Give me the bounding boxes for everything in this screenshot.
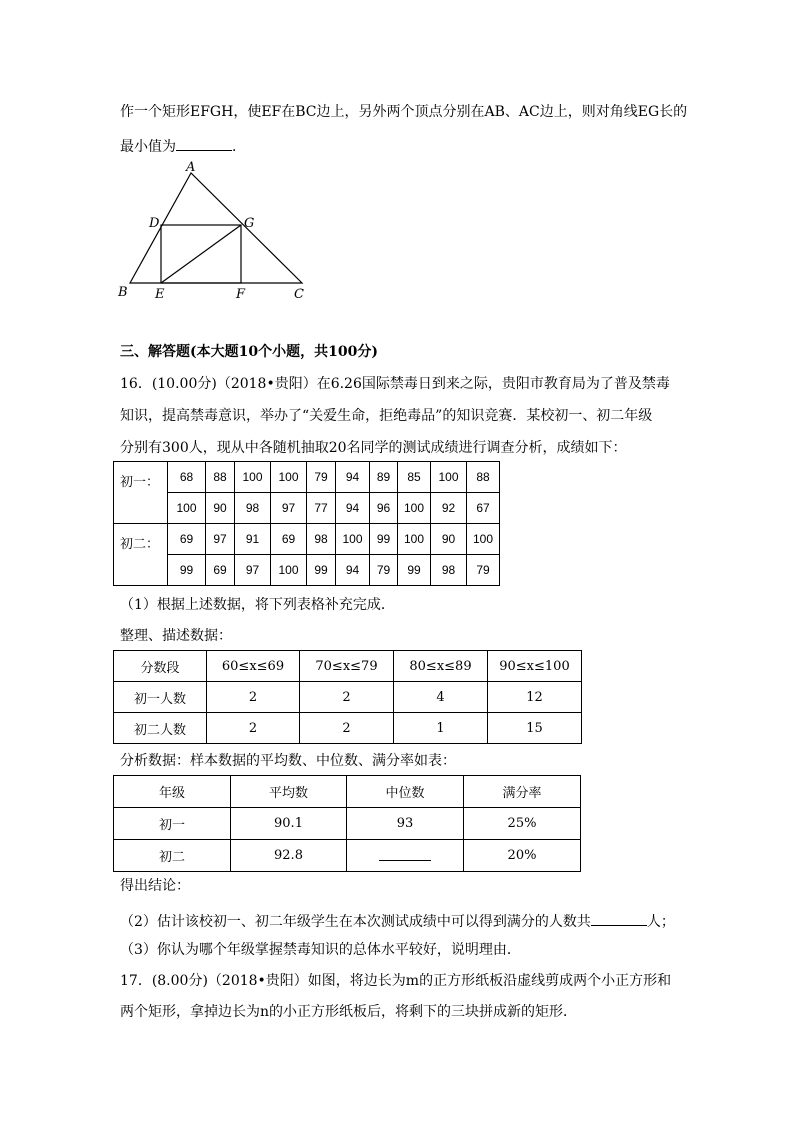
question-1: （1）根据上述数据，将下列表格补充完成． (120, 597, 395, 613)
score-cell: 98 (307, 524, 336, 555)
triangle-rectangle-diagram (112, 155, 312, 303)
label-a: A (186, 160, 196, 175)
freq-cell: 初二人数 (114, 713, 207, 744)
score-cell: 100 (398, 524, 431, 555)
analysis-cell: 25% (464, 808, 581, 840)
analysis-cell: 90.1 (231, 808, 347, 840)
score-cell: 85 (398, 462, 431, 493)
freq-cell: 4 (394, 682, 488, 713)
grade2-row-1 (114, 524, 500, 555)
grade1-row-1 (114, 462, 500, 493)
question-2-prefix: （2）估计该校初一、初二年级学生在本次测试成绩中可以得到满分的人数共 (120, 914, 591, 930)
score-cell: 77 (307, 493, 336, 524)
score-cell: 100 (235, 462, 271, 493)
freq-cell: 初一人数 (114, 682, 207, 713)
grade1-label: 初一： (114, 462, 168, 524)
analysis-cell: 92.8 (231, 840, 347, 872)
analysis-table (113, 775, 581, 872)
score-cell: 69 (206, 555, 235, 586)
problem15-line1: 作一个矩形EFGH，使EF在BC边上，另外两个顶点分别在AB、AC边上，则对角线EG长的 (120, 104, 688, 120)
analysis-cell: 93 (347, 808, 464, 840)
score-cell: 99 (398, 555, 431, 586)
score-cell: 88 (206, 462, 235, 493)
grade2-label: 初二： (114, 524, 168, 586)
freq-cell: 2 (207, 682, 300, 713)
answer-blank-15[interactable] (176, 136, 232, 151)
analysis-cell: 初二 (114, 840, 231, 872)
median-answer-cell[interactable] (347, 840, 464, 872)
conclusion-label: 得出结论： (120, 878, 190, 894)
score-cell: 94 (336, 462, 370, 493)
analysis-header: 满分率 (464, 776, 581, 808)
freq-cell: 2 (207, 713, 300, 744)
median-answer-blank[interactable] (379, 846, 431, 861)
score-cell: 97 (235, 555, 271, 586)
freq-header-row (114, 651, 582, 682)
analysis-label: 分析数据：样本数据的平均数、中位数、满分率如表： (120, 753, 456, 769)
freq-row-grade2 (114, 713, 582, 744)
score-cell: 98 (235, 493, 271, 524)
score-cell: 94 (336, 555, 370, 586)
score-cell: 69 (168, 524, 206, 555)
score-cell: 94 (336, 493, 370, 524)
section3-title: 三、解答题(本大题10个小题，共100分) (120, 344, 378, 360)
freq-row-grade1 (114, 682, 582, 713)
answer-blank-q2[interactable] (591, 911, 647, 926)
score-cell: 90 (431, 524, 467, 555)
organize-label: 整理、描述数据： (120, 628, 232, 644)
score-cell: 79 (370, 555, 398, 586)
score-cell: 97 (206, 524, 235, 555)
freq-cell: 12 (488, 682, 582, 713)
analysis-cell: 20% (464, 840, 581, 872)
analysis-cell: 初一 (114, 808, 231, 840)
score-cell: 92 (431, 493, 467, 524)
analysis-header-row (114, 776, 581, 808)
freq-header: 分数段 (114, 651, 207, 682)
score-cell: 100 (336, 524, 370, 555)
problem17-line2: 两个矩形，拿掉边长为n的小正方形纸板后，将剩下的三块拼成新的矩形． (120, 1004, 578, 1020)
label-g: G (244, 216, 255, 231)
score-cell: 69 (271, 524, 307, 555)
score-cell: 91 (235, 524, 271, 555)
question-2-suffix: 人； (646, 914, 675, 930)
problem15-line2-prefix: 最小值为 (120, 139, 176, 155)
freq-header: 70≤x≤79 (300, 651, 394, 682)
grade1-row-2 (114, 493, 500, 524)
freq-header: 90≤x≤100 (488, 651, 582, 682)
freq-header: 60≤x≤69 (207, 651, 300, 682)
label-d: D (149, 216, 160, 231)
freq-cell: 2 (300, 682, 394, 713)
score-cell: 98 (431, 555, 467, 586)
problem16-line2: 知识，提高禁毒意识，举办了“关爱生命，拒绝毒品”的知识竞赛．某校初一、初二年级 (120, 408, 653, 424)
freq-header: 80≤x≤89 (394, 651, 488, 682)
score-cell: 99 (168, 555, 206, 586)
score-cell: 90 (206, 493, 235, 524)
diagonal-eg (161, 225, 241, 283)
score-cell: 97 (271, 493, 307, 524)
score-cell: 100 (271, 462, 307, 493)
score-cell: 68 (168, 462, 206, 493)
problem15-line2-suffix: ． (232, 139, 246, 155)
score-cell: 100 (168, 493, 206, 524)
score-cell: 100 (398, 493, 431, 524)
score-cell: 88 (467, 462, 500, 493)
score-cell: 89 (370, 462, 398, 493)
analysis-header: 中位数 (347, 776, 464, 808)
label-b: B (118, 285, 128, 300)
score-cell: 67 (467, 493, 500, 524)
label-e: E (155, 287, 165, 302)
label-f: F (236, 287, 246, 302)
analysis-row-grade1 (114, 808, 581, 840)
grade2-row-2 (114, 555, 500, 586)
problem16-line1: 16．(10.00分)（2018•贵阳）在6.26国际禁毒日到来之际，贵阳市教育局为了普及禁毒 (120, 376, 670, 392)
score-cell: 79 (467, 555, 500, 586)
score-cell: 99 (307, 555, 336, 586)
analysis-header: 年级 (114, 776, 231, 808)
analysis-row-grade2 (114, 840, 581, 872)
label-c: C (294, 287, 304, 302)
score-cell: 79 (307, 462, 336, 493)
freq-cell: 1 (394, 713, 488, 744)
score-cell: 100 (431, 462, 467, 493)
analysis-header: 平均数 (231, 776, 347, 808)
problem16-line3: 分别有300人，现从中各随机抽取20名同学的测试成绩进行调查分析，成绩如下： (120, 440, 627, 456)
scores-table (113, 461, 500, 586)
question-2 (120, 911, 675, 931)
score-cell: 96 (370, 493, 398, 524)
score-cell: 100 (271, 555, 307, 586)
score-cell: 100 (467, 524, 500, 555)
question-3: （3）你认为哪个年级掌握禁毒知识的总体水平较好，说明理由． (120, 942, 521, 958)
freq-cell: 2 (300, 713, 394, 744)
problem17-line1: 17．(8.00分)（2018•贵阳）如图，将边长为m的正方形纸板沿虚线剪成两个小正方形和 (120, 973, 672, 989)
freq-cell: 15 (488, 713, 582, 744)
score-cell: 99 (370, 524, 398, 555)
frequency-table (113, 650, 582, 744)
problem15-line2 (120, 136, 246, 156)
